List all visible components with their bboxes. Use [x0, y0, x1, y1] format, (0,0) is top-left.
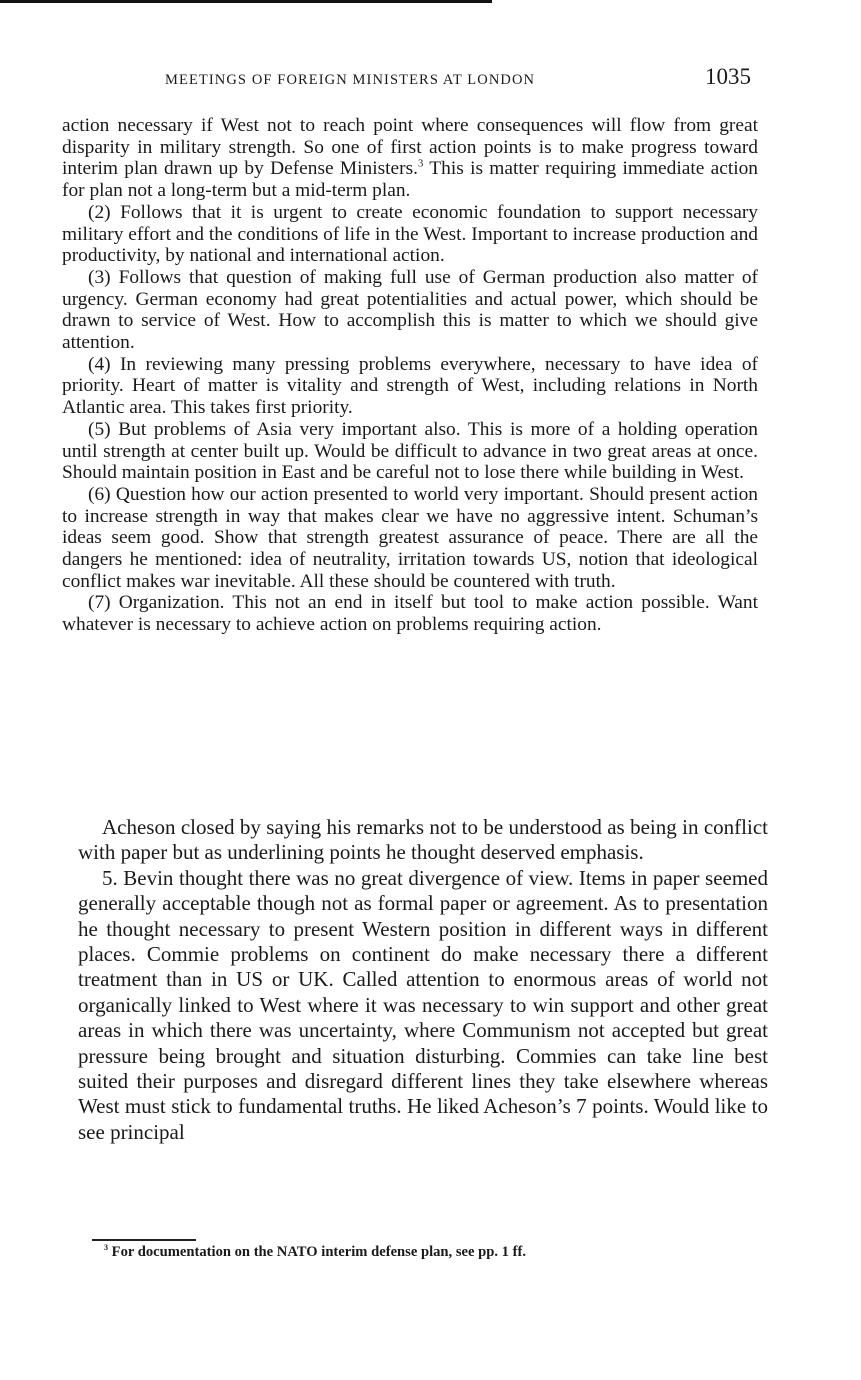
point-2: (2) Follows that it is urgent to create economic foundation to support necessary military effort and the conditions of life in the West. Important to increase production and productivity, by national and international action. — [62, 201, 758, 267]
bevin-paragraph: 5. Bevin thought there was no great divergence of view. Items in paper seemed generally acceptable though not as formal paper or agreement. As to presentation he thought necessary to present Western position in different ways in different places. Commie problems on continent do make necessary there a different treatment than in US or UK. Called attention to enormous areas of world not organically linked to West where it was necessary to win support and other great areas in which there was uncertainty, where Communism not accepted but great pressure being brought and situation disturbing. Commies can take line best suited their purposes and disregard different lines they take elsewhere whereas West must stick to fundamental truths. He liked Acheson’s 7 points. Would like to see principal — [78, 865, 768, 1144]
point-4: (4) In reviewing many pressing problems everywhere, necessary to have idea of priority. Heart of matter is vitality and strength of West, including relations in North Atlantic area. This takes first priority. — [62, 353, 758, 419]
footnote-rule — [92, 1239, 196, 1241]
top-rule — [0, 0, 492, 3]
quoted-points-block — [62, 115, 758, 636]
running-header — [165, 66, 751, 96]
paragraph-continuation — [62, 115, 758, 202]
footnote-marker: 3 — [104, 1243, 109, 1253]
footnote-reference: 3 — [418, 157, 424, 170]
running-title: MEETINGS OF FOREIGN MINISTERS AT LONDON — [165, 72, 536, 88]
point-6: (6) Question how our action presented to world very important. Should present action to increase strength in way that makes clear we have no aggressive intent. Schuman’s ideas seem good. Show that strength greatest assurance of peace. There are all the dangers he mentioned: idea of neutrality, irritation towards US, notion that ideological conflict makes war inevitable. All these should be countered with truth. — [62, 483, 758, 592]
acheson-closing-paragraph: Acheson closed by saying his remarks not to be understood as being in conflict with paper but as underlining points he thought deserved emphasis. — [78, 815, 768, 865]
paragraph-text: This is matter requiring immediate action for plan not a long-term but a mid-term plan. — [62, 158, 759, 202]
point-7: (7) Organization. This not an end in itself but tool to make action possible. Want whatever is necessary to achieve action on problems requiring action. — [62, 592, 758, 636]
point-3: (3) Follows that question of making full use of German production also matter of urgency. German economy had great potentialities and actual power, which should be drawn to service of West. How to accomplish this is matter to which we should give attention. — [62, 266, 758, 354]
point-5: (5) But problems of Asia very important also. This is more of a holding operation until strength at center built up. Would be difficult to advance in two great areas at once. Should maintain position in East and be careful not to lose there while building in West. — [62, 418, 758, 484]
footnote-text: For documentation on the NATO interim defense plan, see pp. 1 ff. — [111, 1244, 526, 1260]
main-text-block — [78, 815, 768, 1145]
paragraph-text: action necessary if West not to reach point where consequences will flow from great disparity in military strength. So one of first action points is to make progress toward interim plan drawn up by Defense Ministers. — [62, 115, 758, 180]
footnote — [104, 1244, 744, 1261]
page-number: 1035 — [705, 64, 751, 89]
